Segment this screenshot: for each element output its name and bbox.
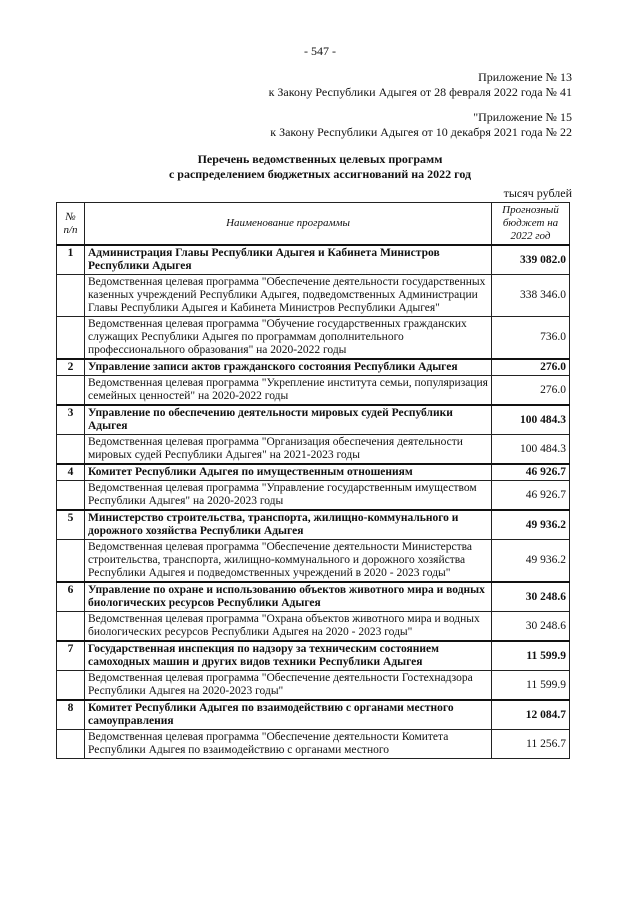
program-amount: 338 346.0 bbox=[492, 275, 570, 317]
units-label: тысяч рублей bbox=[503, 186, 572, 200]
program-amount: 46 926.7 bbox=[492, 481, 570, 511]
organization-amount: 100 484.3 bbox=[492, 405, 570, 435]
table-body bbox=[57, 245, 570, 759]
table-row-program bbox=[57, 275, 570, 317]
row-number-empty bbox=[57, 730, 85, 759]
table-row-organization bbox=[57, 641, 570, 671]
table-row-program bbox=[57, 612, 570, 642]
organization-name: Комитет Республики Адыгея по имущественным отношениям bbox=[85, 464, 492, 481]
appendix-original bbox=[270, 110, 572, 140]
organization-name: Администрация Главы Республики Адыгея и Кабинета Министров Республики Адыгея bbox=[85, 245, 492, 275]
row-number: 1 bbox=[57, 245, 85, 275]
row-number: 2 bbox=[57, 359, 85, 376]
organization-name: Министерство строительства, транспорта, жилищно-коммунального и дорожного хозяйства Республики Адыгея bbox=[85, 510, 492, 540]
table-row-organization bbox=[57, 510, 570, 540]
title-line2: с распределением бюджетных ассигнований на 2022 год bbox=[168, 167, 472, 181]
program-name: Ведомственная целевая программа "Обеспечение деятельности Комитета Республики Адыгея по взаимодействию с органами местного bbox=[85, 730, 492, 759]
document-title bbox=[0, 152, 640, 182]
row-number-empty bbox=[57, 540, 85, 583]
organization-name: Управление записи актов гражданского состояния Республики Адыгея bbox=[85, 359, 492, 376]
program-amount: 276.0 bbox=[492, 376, 570, 406]
program-name: Ведомственная целевая программа "Обеспечение деятельности Министерства строительства, транспорта, жилищно-коммунального и дорожного хозяйства Республики Адыгея и подведомственных учреждений в 2020 - 2023 годы" bbox=[85, 540, 492, 583]
table-row-organization bbox=[57, 359, 570, 376]
program-name: Ведомственная целевая программа "Организация обеспечения деятельности мировых судей Республики Адыгея" на 2021-2023 годы bbox=[85, 435, 492, 465]
row-number: 5 bbox=[57, 510, 85, 540]
appendix-original-line2: к Закону Республики Адыгея от 10 декабря 2021 года № 22 bbox=[270, 125, 572, 139]
table-row-organization bbox=[57, 464, 570, 481]
organization-amount: 276.0 bbox=[492, 359, 570, 376]
row-number-empty bbox=[57, 376, 85, 406]
row-number-empty bbox=[57, 435, 85, 465]
table-header-row bbox=[57, 203, 570, 246]
row-number-empty bbox=[57, 481, 85, 511]
header-name: Наименование программы bbox=[85, 203, 492, 246]
table-row-organization bbox=[57, 405, 570, 435]
table-row-program bbox=[57, 317, 570, 360]
organization-amount: 11 599.9 bbox=[492, 641, 570, 671]
table-row-program bbox=[57, 730, 570, 759]
row-number-empty bbox=[57, 612, 85, 642]
programs-table bbox=[56, 202, 570, 759]
table-row-organization bbox=[57, 582, 570, 612]
organization-amount: 339 082.0 bbox=[492, 245, 570, 275]
organization-name: Комитет Республики Адыгея по взаимодействию с органами местного самоуправления bbox=[85, 700, 492, 730]
title-line1: Перечень ведомственных целевых программ bbox=[197, 152, 443, 166]
header-num: № п/п bbox=[57, 203, 85, 246]
program-name: Ведомственная целевая программа "Управление государственным имуществом Республики Адыгея" на 2020-2023 годы bbox=[85, 481, 492, 511]
program-name: Ведомственная целевая программа "Обучение государственных гражданских служащих Республики Адыгея по программам дополнительного профессионального образования" на 2020-2022 годы bbox=[85, 317, 492, 360]
table-row-organization bbox=[57, 245, 570, 275]
appendix-current bbox=[269, 70, 572, 100]
program-amount: 100 484.3 bbox=[492, 435, 570, 465]
program-name: Ведомственная целевая программа "Охрана объектов животного мира и водных биологических ресурсов Республики Адыгея на 2020 - 2023 годы" bbox=[85, 612, 492, 642]
table-row-program bbox=[57, 671, 570, 701]
organization-name: Управление по обеспечению деятельности мировых судей Республики Адыгея bbox=[85, 405, 492, 435]
appendix-original-line1: "Приложение № 15 bbox=[473, 110, 572, 124]
row-number: 6 bbox=[57, 582, 85, 612]
program-amount: 11 599.9 bbox=[492, 671, 570, 701]
appendix-current-line2: к Закону Республики Адыгея от 28 февраля 2022 года № 41 bbox=[268, 85, 572, 99]
row-number: 3 bbox=[57, 405, 85, 435]
table-row-program bbox=[57, 481, 570, 511]
row-number: 4 bbox=[57, 464, 85, 481]
header-budget: Прогнозный бюджет на 2022 год bbox=[492, 203, 570, 246]
program-name: Ведомственная целевая программа "Обеспечение деятельности Гостехнадзора Республики Адыгея на 2020-2023 годы" bbox=[85, 671, 492, 701]
row-number-empty bbox=[57, 671, 85, 701]
organization-name: Управление по охране и использованию объектов животного мира и водных биологических ресурсов Республики Адыгея bbox=[85, 582, 492, 612]
appendix-current-line1: Приложение № 13 bbox=[478, 70, 572, 84]
table-row-program bbox=[57, 435, 570, 465]
row-number: 7 bbox=[57, 641, 85, 671]
organization-amount: 46 926.7 bbox=[492, 464, 570, 481]
program-name: Ведомственная целевая программа "Укрепление института семьи, популяризация семейных ценностей" на 2020-2022 годы bbox=[85, 376, 492, 406]
row-number-empty bbox=[57, 317, 85, 360]
table-row-organization bbox=[57, 700, 570, 730]
program-name: Ведомственная целевая программа "Обеспечение деятельности государственных казенных учреждений Республики Адыгея, подведомственных Администрации Главы Республики Адыгея и Кабинета Министров Республики Адыгея" bbox=[85, 275, 492, 317]
table-row-program bbox=[57, 540, 570, 583]
organization-name: Государственная инспекция по надзору за техническим состоянием самоходных машин и других видов техники Республики Адыгея bbox=[85, 641, 492, 671]
row-number-empty bbox=[57, 275, 85, 317]
organization-amount: 12 084.7 bbox=[492, 700, 570, 730]
program-amount: 30 248.6 bbox=[492, 612, 570, 642]
organization-amount: 30 248.6 bbox=[492, 582, 570, 612]
program-amount: 736.0 bbox=[492, 317, 570, 360]
program-amount: 49 936.2 bbox=[492, 540, 570, 583]
row-number: 8 bbox=[57, 700, 85, 730]
page-number: - 547 - bbox=[304, 44, 336, 58]
table-row-program bbox=[57, 376, 570, 406]
organization-amount: 49 936.2 bbox=[492, 510, 570, 540]
program-amount: 11 256.7 bbox=[492, 730, 570, 759]
